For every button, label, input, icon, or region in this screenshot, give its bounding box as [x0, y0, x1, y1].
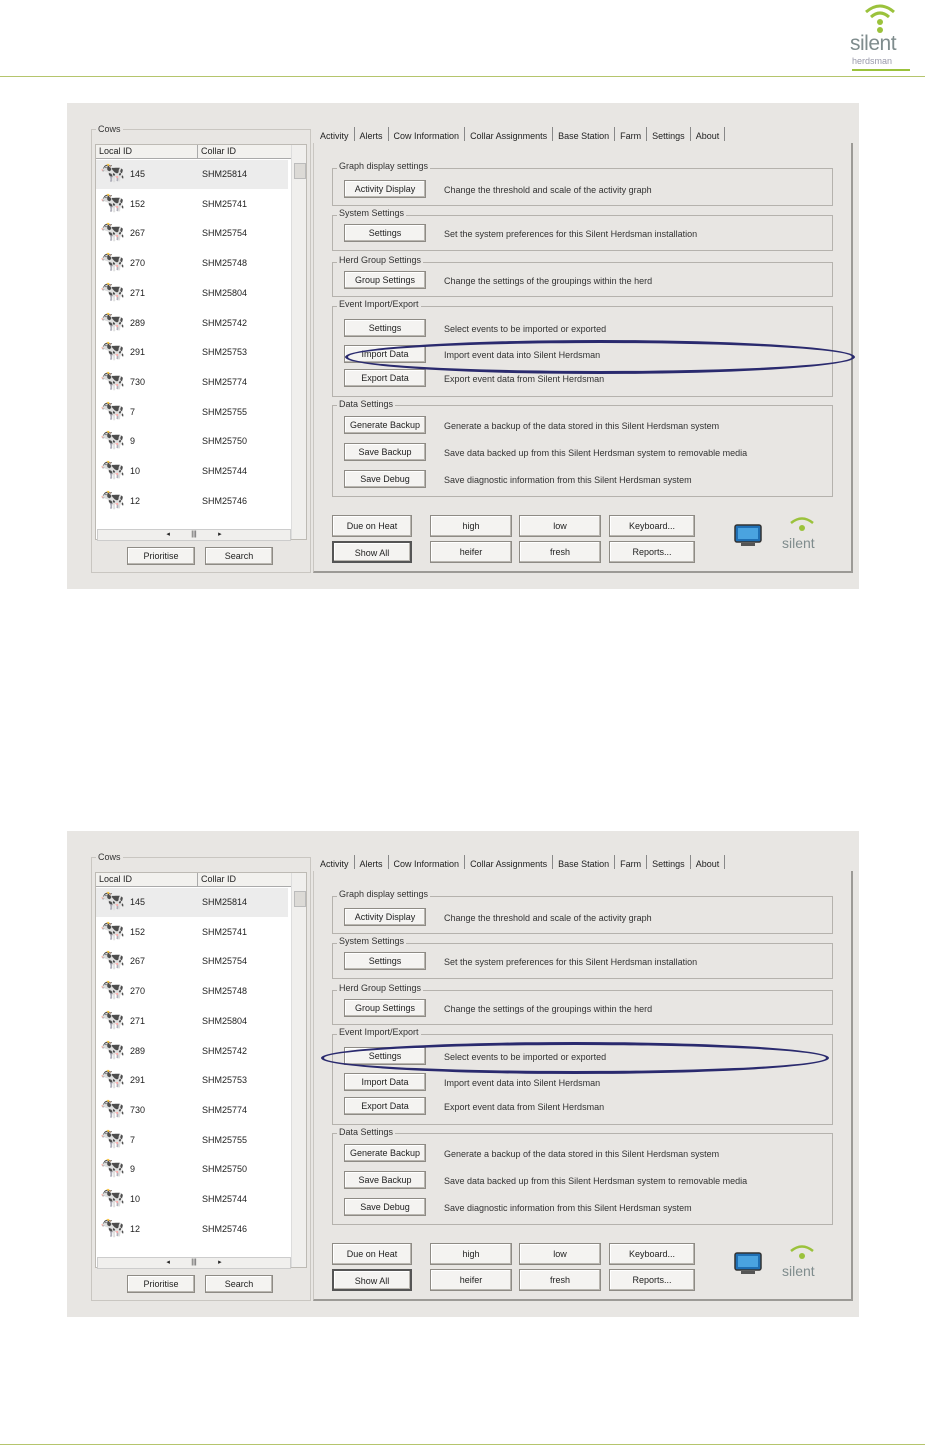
save-debug-desc: Save diagnostic information from this Silent Herdsman system — [444, 475, 692, 485]
prioritise-button[interactable]: Prioritise — [127, 547, 195, 565]
highlight-ellipse — [345, 340, 855, 374]
col-collar-id[interactable]: Collar ID — [198, 145, 296, 158]
collar-id-cell: SHM25742 — [202, 317, 248, 328]
local-id-cell: 289 — [130, 1045, 146, 1056]
due-on-heat-button[interactable]: Due on Heat — [332, 515, 412, 537]
collar-id-cell: SHM25744 — [202, 1194, 248, 1204]
export-data-desc: Export event data from Silent Herdsman — [444, 374, 605, 384]
cow-row[interactable] — [96, 918, 288, 947]
event-settings-button[interactable]: Settings — [344, 319, 426, 337]
local-id-cell: 7 — [130, 1134, 136, 1145]
keyboard-button[interactable]: Keyboard... — [609, 1243, 695, 1265]
cow-row[interactable] — [96, 160, 288, 189]
local-id-cell: 145 — [130, 169, 146, 179]
cow-icon: 🐄 — [100, 1216, 125, 1239]
tab-about[interactable]: About — [691, 127, 726, 141]
cow-list-header — [96, 145, 306, 159]
system-settings-title: System Settings — [339, 936, 405, 946]
collar-id-cell: SHM25744 — [202, 466, 248, 476]
export-data-button[interactable]: Export Data — [344, 1097, 426, 1115]
local-id-cell: 152 — [130, 198, 146, 209]
local-id-cell: 9 — [130, 436, 136, 447]
antenna-icon — [860, 2, 900, 34]
graph-display-title: Graph display settings — [339, 161, 429, 171]
high-button[interactable]: high — [430, 1243, 512, 1265]
save-debug-button[interactable]: Save Debug — [344, 470, 426, 488]
cow-in-heat-icon: 🐄 — [100, 340, 125, 363]
event-settings-button[interactable]: Settings — [344, 1047, 426, 1065]
local-id-cell: 730 — [130, 1104, 146, 1115]
tab-alerts[interactable]: Alerts — [355, 127, 389, 141]
group-settings-desc: Change the settings of the groupings within the herd — [444, 276, 653, 286]
cow-row[interactable] — [96, 249, 288, 278]
tab-activity[interactable]: Activity — [315, 855, 355, 869]
tab-activity[interactable]: Activity — [315, 127, 355, 141]
cow-row[interactable] — [96, 279, 288, 308]
activity-display-desc: Change the threshold and scale of the activity graph — [444, 185, 652, 195]
local-id-cell: 267 — [130, 228, 146, 239]
local-id-cell: 291 — [130, 347, 146, 358]
reports-button[interactable]: Reports... — [609, 1269, 695, 1291]
cow-in-heat-icon: 🐄 — [100, 191, 125, 214]
high-button[interactable]: high — [430, 515, 512, 537]
tab-base-station[interactable]: Base Station — [553, 127, 615, 141]
collar-id-cell: SHM25754 — [202, 956, 248, 967]
group-settings-button[interactable]: Group Settings — [344, 999, 426, 1017]
tab-farm[interactable]: Farm — [615, 855, 647, 869]
collar-id-cell: SHM25742 — [202, 1045, 248, 1056]
list-vertical-scrollbar[interactable] — [291, 145, 306, 539]
show-all-button[interactable]: Show All — [332, 1269, 412, 1291]
cow-in-heat-icon: 🐄 — [100, 1097, 125, 1120]
highlight-ellipse — [321, 1042, 829, 1074]
monitor-icon[interactable] — [733, 523, 763, 547]
cow-icon: 🐄 — [100, 1157, 125, 1180]
cow-row[interactable] — [96, 1215, 288, 1244]
tab-collar-assignments[interactable]: Collar Assignments — [465, 127, 553, 141]
generate-backup-button[interactable]: Generate Backup — [344, 416, 426, 434]
local-id-cell: 10 — [130, 1194, 141, 1204]
collar-id-cell: SHM25804 — [202, 1015, 248, 1026]
collar-id-cell: SHM25753 — [202, 1075, 248, 1086]
tab-farm[interactable]: Farm — [615, 127, 647, 141]
local-id-cell: 291 — [130, 1075, 146, 1086]
group-settings-button[interactable]: Group Settings — [344, 271, 426, 289]
cow-row[interactable] — [96, 338, 288, 367]
activity-display-button[interactable]: Activity Display — [344, 908, 426, 926]
tab-collar-assignments[interactable]: Collar Assignments — [465, 855, 553, 869]
event-settings-desc: Select events to be imported or exported — [444, 324, 607, 334]
collar-id-cell: SHM25755 — [202, 1134, 248, 1145]
collar-id-cell: SHM25774 — [202, 1104, 248, 1115]
collar-id-cell: SHM25804 — [202, 287, 248, 298]
data-settings-title: Data Settings — [339, 399, 394, 409]
cow-icon: 🐄 — [100, 1127, 125, 1150]
system-settings-button[interactable]: Settings — [344, 224, 426, 242]
cow-row[interactable] — [96, 1066, 288, 1095]
low-button[interactable]: low — [519, 1243, 601, 1265]
save-backup-desc: Save data backed up from this Silent Herdsman system to removable media — [444, 1176, 748, 1186]
local-id-cell: 270 — [130, 986, 146, 997]
cow-in-heat-icon: 🐄 — [100, 979, 125, 1002]
collar-id-cell: SHM25741 — [202, 198, 248, 209]
system-settings-button[interactable]: Settings — [344, 952, 426, 970]
local-id-cell: 10 — [130, 466, 141, 476]
low-button[interactable]: low — [519, 515, 601, 537]
cow-row[interactable] — [96, 487, 288, 516]
app-screenshot-1 — [67, 103, 859, 589]
event-settings-desc: Select events to be imported or exported — [444, 1052, 607, 1062]
cow-row[interactable] — [96, 309, 288, 338]
tab-bar — [315, 853, 725, 871]
local-id-cell: 267 — [130, 956, 146, 967]
cow-in-heat-icon: 🐄 — [100, 919, 125, 942]
graph-display-title: Graph display settings — [339, 889, 429, 899]
cow-in-heat-icon: 🐄 — [100, 221, 125, 244]
cow-in-heat-icon: 🐄 — [100, 280, 125, 303]
cow-in-heat-icon: 🐄 — [100, 890, 125, 912]
collar-id-cell: SHM25750 — [202, 436, 248, 447]
cow-icon: 🐄 — [100, 429, 125, 452]
collar-id-cell: SHM25754 — [202, 228, 248, 239]
fresh-button[interactable]: fresh — [519, 541, 601, 563]
local-id-cell: 271 — [130, 287, 146, 298]
event-import-export-title: Event Import/Export — [339, 299, 419, 309]
mini-logo-word: silent — [782, 1263, 815, 1279]
system-settings-desc: Set the system preferences for this Silent Herdsman installation — [444, 229, 698, 239]
local-id-cell: 145 — [130, 897, 146, 907]
cow-icon: 🐄 — [100, 1187, 125, 1209]
cow-row[interactable] — [96, 219, 288, 248]
herd-group-title: Herd Group Settings — [339, 255, 422, 265]
cow-in-heat-icon: 🐄 — [100, 1068, 125, 1091]
list-horizontal-scrollbar[interactable]: ◂ ||| ▸ — [97, 1257, 291, 1269]
cow-in-heat-icon: 🐄 — [100, 1008, 125, 1031]
collar-id-cell: SHM25746 — [202, 1223, 248, 1234]
cows-title: Cows — [98, 124, 121, 134]
tab-settings[interactable]: Settings — [647, 127, 691, 141]
mini-logo — [779, 515, 823, 559]
silent-herdsman-logo — [846, 2, 916, 72]
cow-row[interactable] — [96, 1126, 288, 1155]
collar-id-cell: SHM25814 — [202, 169, 248, 179]
cow-in-heat-icon: 🐄 — [100, 251, 125, 274]
logo-underline — [852, 69, 910, 71]
list-vertical-scrollbar[interactable] — [291, 873, 306, 1267]
import-data-desc: Import event data into Silent Herdsman — [444, 350, 601, 360]
cow-row[interactable] — [96, 398, 288, 427]
tab-base-station[interactable]: Base Station — [553, 855, 615, 869]
event-import-export-title: Event Import/Export — [339, 1027, 419, 1037]
cow-row[interactable] — [96, 1185, 288, 1214]
cow-row[interactable] — [96, 1007, 288, 1036]
cow-row[interactable] — [96, 190, 288, 219]
group-settings-desc: Change the settings of the groupings within the herd — [444, 1004, 653, 1014]
activity-display-desc: Change the threshold and scale of the activity graph — [444, 913, 652, 923]
logo-word: silent — [850, 32, 897, 55]
cow-row[interactable] — [96, 1096, 288, 1125]
scroll-thumb[interactable] — [294, 163, 306, 179]
heifer-button[interactable]: heifer — [430, 541, 512, 563]
collar-id-cell: SHM25814 — [202, 897, 248, 907]
list-horizontal-scrollbar[interactable]: ◂ ||| ▸ — [97, 529, 291, 541]
search-button[interactable]: Search — [205, 1275, 273, 1293]
cows-title: Cows — [98, 852, 121, 862]
heifer-button[interactable]: heifer — [430, 1269, 512, 1291]
tab-settings[interactable]: Settings — [647, 855, 691, 869]
local-id-cell: 289 — [130, 317, 146, 328]
mini-logo — [779, 1243, 823, 1287]
cow-list-header — [96, 873, 306, 887]
cow-row[interactable] — [96, 457, 288, 486]
import-data-button[interactable]: Import Data — [344, 1073, 426, 1091]
generate-backup-desc: Generate a backup of the data stored in this Silent Herdsman system — [444, 1149, 720, 1159]
local-id-cell: 12 — [130, 1223, 141, 1234]
system-settings-desc: Set the system preferences for this Silent Herdsman installation — [444, 957, 698, 967]
col-local-id[interactable]: Local ID — [96, 873, 198, 886]
due-on-heat-button[interactable]: Due on Heat — [332, 1243, 412, 1265]
col-collar-id[interactable]: Collar ID — [198, 873, 296, 886]
mini-antenna-icon — [787, 1243, 817, 1263]
header-divider — [0, 76, 925, 77]
cow-in-heat-icon: 🐄 — [100, 949, 125, 972]
cow-row[interactable] — [96, 1037, 288, 1066]
collar-id-cell: SHM25741 — [202, 926, 248, 937]
col-local-id[interactable]: Local ID — [96, 145, 198, 158]
save-backup-button[interactable]: Save Backup — [344, 1171, 426, 1189]
cow-row[interactable] — [96, 427, 288, 456]
save-debug-desc: Save diagnostic information from this Silent Herdsman system — [444, 1203, 692, 1213]
local-id-cell: 730 — [130, 376, 146, 387]
cow-in-heat-icon: 🐄 — [100, 162, 125, 184]
tab-cow-information[interactable]: Cow Information — [389, 855, 466, 869]
cow-list[interactable] — [95, 144, 307, 540]
cow-list[interactable] — [95, 872, 307, 1268]
footer-divider — [0, 1444, 925, 1445]
cow-row[interactable] — [96, 368, 288, 397]
cow-in-heat-icon: 🐄 — [100, 1038, 125, 1061]
activity-display-button[interactable]: Activity Display — [344, 180, 426, 198]
logo-sub: herdsman — [852, 56, 893, 66]
generate-backup-button[interactable]: Generate Backup — [344, 1144, 426, 1162]
save-backup-desc: Save data backed up from this Silent Herdsman system to removable media — [444, 448, 748, 458]
local-id-cell: 271 — [130, 1015, 146, 1026]
collar-id-cell: SHM25753 — [202, 347, 248, 358]
data-settings-title: Data Settings — [339, 1127, 394, 1137]
herd-group-title: Herd Group Settings — [339, 983, 422, 993]
export-data-button[interactable]: Export Data — [344, 369, 426, 387]
generate-backup-desc: Generate a backup of the data stored in this Silent Herdsman system — [444, 421, 720, 431]
tab-alerts[interactable]: Alerts — [355, 855, 389, 869]
collar-id-cell: SHM25755 — [202, 406, 248, 417]
mini-logo-word: silent — [782, 535, 815, 551]
collar-id-cell: SHM25746 — [202, 495, 248, 506]
cow-row[interactable] — [96, 1155, 288, 1184]
keyboard-button[interactable]: Keyboard... — [609, 515, 695, 537]
prioritise-button[interactable]: Prioritise — [127, 1275, 195, 1293]
tab-cow-information[interactable]: Cow Information — [389, 127, 466, 141]
save-backup-button[interactable]: Save Backup — [344, 443, 426, 461]
local-id-cell: 7 — [130, 406, 136, 417]
tab-bar — [315, 125, 725, 143]
collar-id-cell: SHM25750 — [202, 1164, 248, 1175]
collar-id-cell: SHM25774 — [202, 376, 248, 387]
fresh-button[interactable]: fresh — [519, 1269, 601, 1291]
cow-row[interactable] — [96, 977, 288, 1006]
import-data-desc: Import event data into Silent Herdsman — [444, 1078, 601, 1088]
local-id-cell: 9 — [130, 1164, 136, 1175]
save-debug-button[interactable]: Save Debug — [344, 1198, 426, 1216]
local-id-cell: 270 — [130, 258, 146, 269]
cow-row[interactable] — [96, 947, 288, 976]
cow-icon: 🐄 — [100, 459, 125, 481]
cow-in-heat-icon: 🐄 — [100, 310, 125, 333]
local-id-cell: 152 — [130, 926, 146, 937]
local-id-cell: 12 — [130, 495, 141, 506]
mini-antenna-icon — [787, 515, 817, 535]
cow-icon: 🐄 — [100, 488, 125, 511]
system-settings-title: System Settings — [339, 208, 405, 218]
cow-icon: 🐄 — [100, 399, 125, 422]
reports-button[interactable]: Reports... — [609, 541, 695, 563]
app-screenshot-2 — [67, 831, 859, 1317]
monitor-icon[interactable] — [733, 1251, 763, 1275]
import-data-button[interactable]: Import Data — [344, 345, 426, 363]
show-all-button[interactable]: Show All — [332, 541, 412, 563]
cow-in-heat-icon: 🐄 — [100, 369, 125, 392]
tab-about[interactable]: About — [691, 855, 726, 869]
cow-row[interactable] — [96, 888, 288, 917]
collar-id-cell: SHM25748 — [202, 258, 248, 269]
search-button[interactable]: Search — [205, 547, 273, 565]
scroll-thumb[interactable] — [294, 891, 306, 907]
collar-id-cell: SHM25748 — [202, 986, 248, 997]
export-data-desc: Export event data from Silent Herdsman — [444, 1102, 605, 1112]
